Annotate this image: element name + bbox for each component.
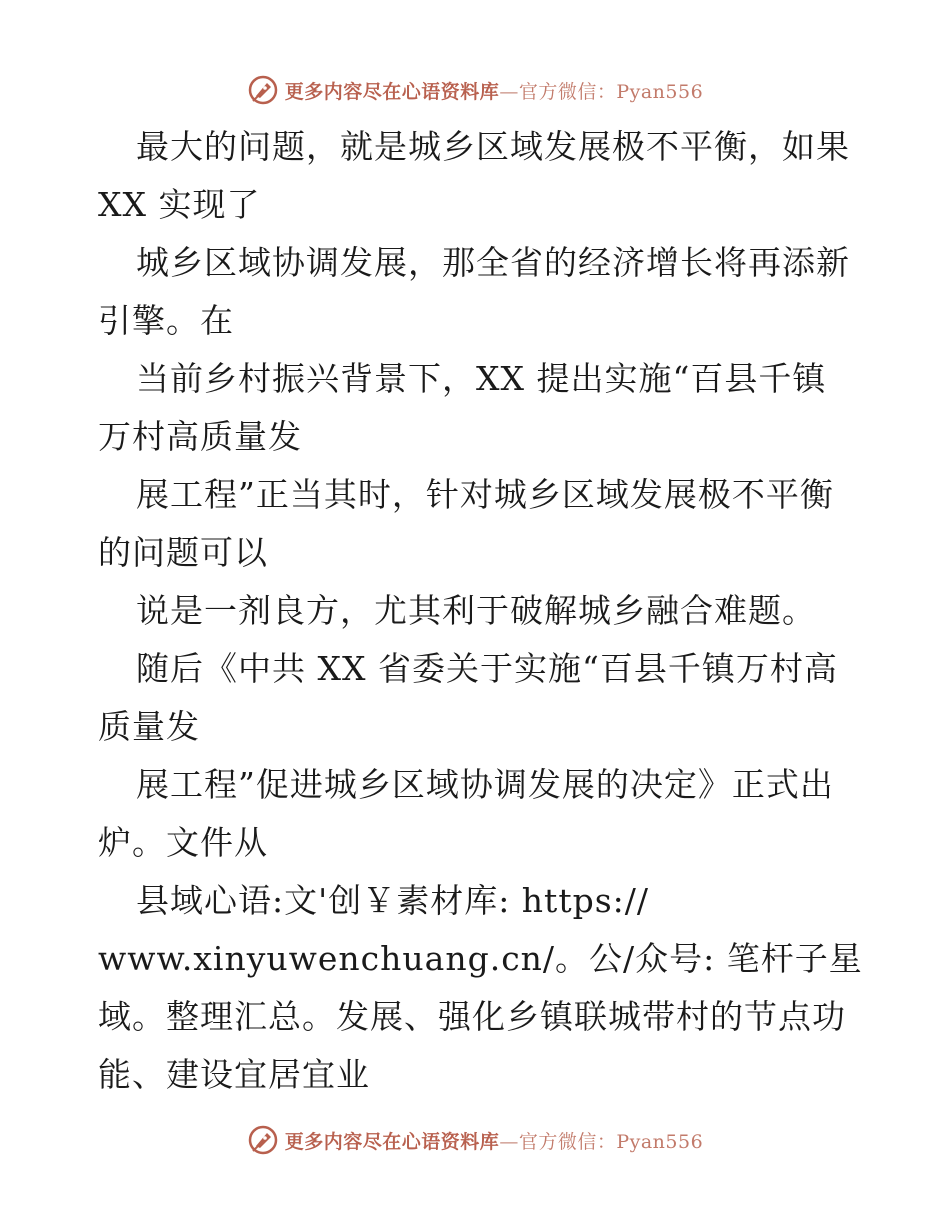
body-line: 说是一剂良方，尤其利于破解城乡融合难题。 — [136, 591, 816, 630]
body-line: 城乡区域协调发展，那全省的经济增长将再添新 — [136, 243, 850, 282]
watermark-contact-label: 官方微信： — [518, 1130, 617, 1153]
document-body — [98, 118, 863, 1104]
body-line: 当前乡村振兴背景下，XX 提出实施“百县千镇 — [136, 359, 827, 398]
body-line: 域。整理汇总。发展、强化乡镇联城带村的节点功 — [98, 997, 846, 1036]
watermark-main-text: 更多内容尽在心语资料库 — [284, 1130, 500, 1153]
header-watermark — [0, 70, 950, 110]
watermark-dash: — — [499, 1130, 519, 1153]
pen-nib-circle-icon — [247, 1124, 279, 1156]
body-line: 引擎。在 — [98, 301, 234, 340]
body-line: 的问题可以 — [98, 533, 268, 572]
body-line: 质量发 — [98, 707, 200, 746]
watermark-contact-label: 官方微信： — [518, 80, 617, 103]
watermark-contact-id: Pyan556 — [616, 80, 704, 103]
pen-nib-circle-icon — [247, 74, 279, 106]
body-line: XX 实现了 — [98, 185, 261, 224]
watermark-dash: — — [499, 80, 519, 103]
body-line: www.xinyuwenchuang.cn/。公/众号: 笔杆子星 — [98, 939, 863, 978]
body-line: 县域心语:文'创￥素材库: https:// — [136, 881, 649, 920]
watermark-contact-id: Pyan556 — [616, 1130, 704, 1153]
footer-watermark — [0, 1120, 950, 1160]
body-line: 展工程”促进城乡区域协调发展的决定》正式出 — [136, 765, 834, 804]
watermark-main-text: 更多内容尽在心语资料库 — [284, 80, 500, 103]
body-line: 能、建设宜居宜业 — [98, 1055, 370, 1094]
body-line: 最大的问题，就是城乡区域发展极不平衡，如果 — [136, 127, 850, 166]
body-line: 炉。文件从 — [98, 823, 268, 862]
body-line: 展工程”正当其时，针对城乡区域发展极不平衡 — [136, 475, 834, 514]
body-line: 随后《中共 XX 省委关于实施“百县千镇万村高 — [136, 649, 838, 688]
body-line: 万村高质量发 — [98, 417, 302, 456]
